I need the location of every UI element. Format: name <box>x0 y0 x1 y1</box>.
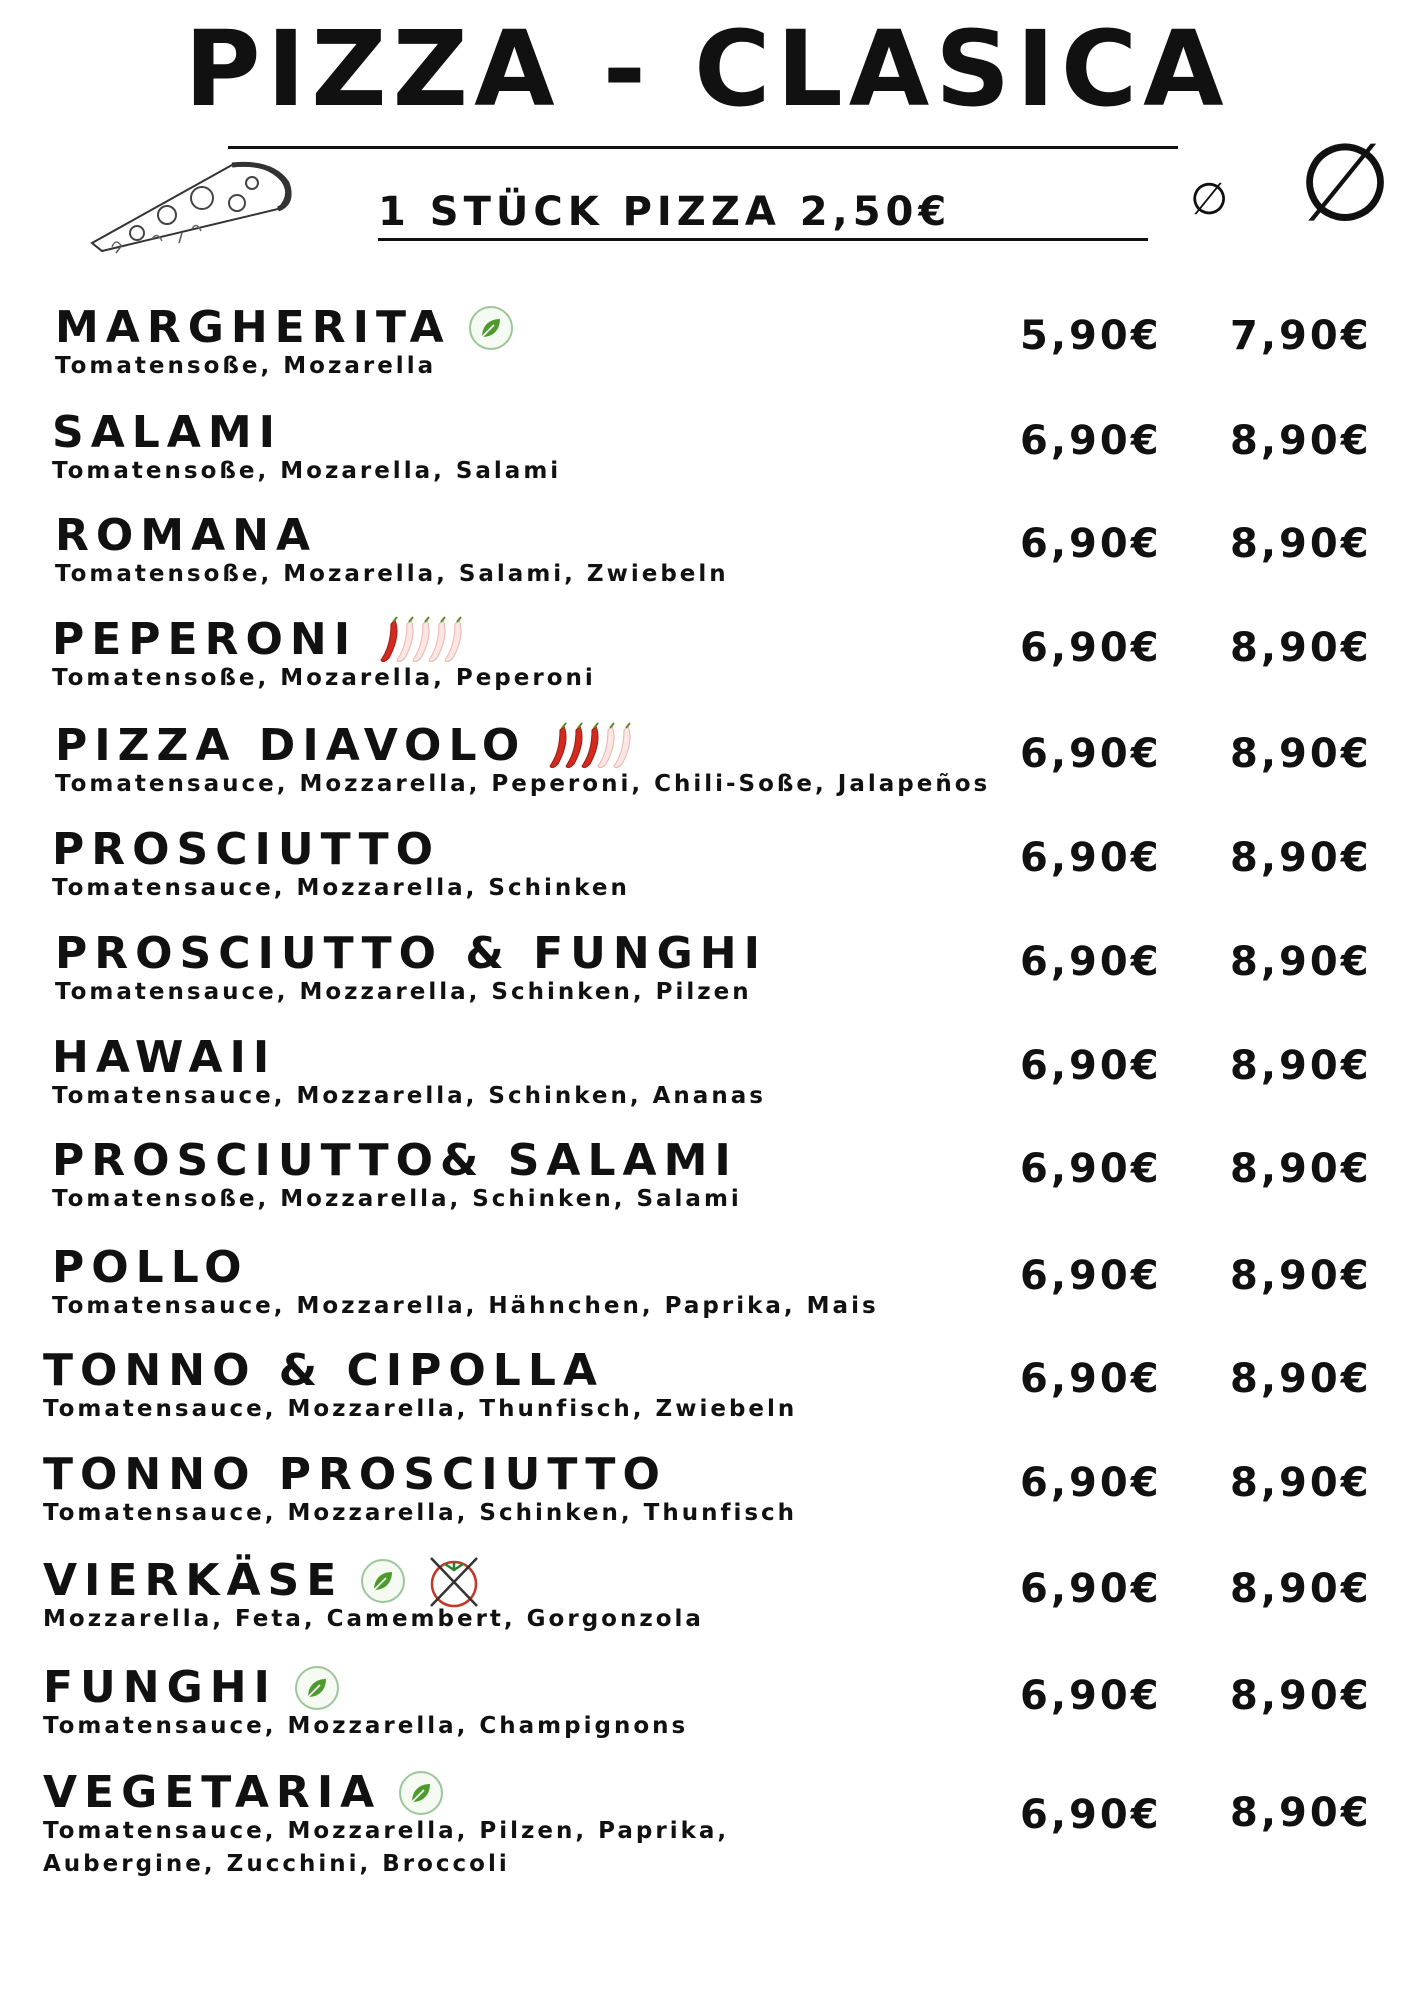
item-name-text: PROSCIUTTO& SALAMI <box>52 1135 738 1186</box>
price-small: 5,90€ <box>1020 313 1162 359</box>
item-name <box>43 1765 443 1821</box>
item-name-text: PROSCIUTTO & FUNGHI <box>55 928 767 979</box>
item-name <box>55 926 767 982</box>
menu-item <box>0 1660 1414 1760</box>
price-large: 8,90€ <box>1230 418 1372 464</box>
price-large: 8,90€ <box>1230 1790 1372 1836</box>
item-description: Mozzarella, Feta, Camembert, Gorgonzola <box>43 1606 704 1632</box>
price-large: 8,90€ <box>1230 1146 1372 1192</box>
item-description: Tomatensoße, Mozarella, Peperoni <box>52 665 596 691</box>
menu-item <box>0 1553 1414 1653</box>
page-title: PIZZA - CLASICA <box>184 8 1230 130</box>
price-small: 6,90€ <box>1020 1043 1162 1089</box>
item-name <box>43 1343 604 1399</box>
item-name <box>43 1447 667 1503</box>
slice-price-offer: 1 STÜCK PIZZA 2,50€ <box>378 188 1148 241</box>
menu-item <box>0 1030 1414 1130</box>
item-name <box>55 508 317 564</box>
item-name-text: TONNO & CIPOLLA <box>43 1345 604 1396</box>
menu-item <box>0 1133 1414 1233</box>
menu-item <box>0 718 1414 818</box>
price-small: 6,90€ <box>1020 1146 1162 1192</box>
item-name-text: FUNGHI <box>43 1662 277 1713</box>
item-description: Tomatensoße, Mozarella <box>55 353 437 379</box>
item-description: Tomatensauce, Mozzarella, Champignons <box>43 1713 689 1739</box>
menu-item <box>0 405 1414 505</box>
menu-item <box>0 300 1414 400</box>
price-large: 8,90€ <box>1230 731 1372 777</box>
price-large: 8,90€ <box>1230 521 1372 567</box>
price-large: 8,90€ <box>1230 835 1372 881</box>
vegetarian-icon <box>469 306 513 350</box>
item-description: Tomatensauce, Mozzarella, Schinken, Ananas <box>52 1083 766 1109</box>
price-small: 6,90€ <box>1020 1253 1162 1299</box>
vegetarian-icon <box>361 1559 405 1603</box>
menu-item <box>0 1240 1414 1340</box>
menu-item <box>0 612 1414 712</box>
item-name-text: HAWAII <box>52 1032 277 1083</box>
vegetarian-icon <box>295 1666 339 1710</box>
item-name-text: TONNO PROSCIUTTO <box>43 1449 667 1500</box>
item-name <box>55 300 513 356</box>
item-description: Tomatensauce, Mozzarella, Thunfisch, Zwiebeln <box>43 1396 798 1422</box>
item-description: Tomatensoße, Mozzarella, Schinken, Salami <box>52 1186 742 1212</box>
item-name-text: PROSCIUTTO <box>52 824 441 875</box>
menu-item <box>0 822 1414 922</box>
price-large: 8,90€ <box>1230 1253 1372 1299</box>
item-name <box>52 1240 249 1296</box>
chili-icon <box>544 720 636 772</box>
item-description: Tomatensauce, Mozzarella, Hähnchen, Paprika, Mais <box>52 1293 879 1319</box>
price-large: 8,90€ <box>1230 1460 1372 1506</box>
price-small: 6,90€ <box>1020 835 1162 881</box>
menu-item <box>0 1765 1414 1877</box>
diameter-small-icon: ∅ <box>1190 174 1229 225</box>
price-small: 6,90€ <box>1020 731 1162 777</box>
item-description: Tomatensoße, Mozarella, Salami <box>52 458 562 484</box>
diameter-large-icon: ∅ <box>1298 121 1393 246</box>
item-name-text: SALAMI <box>52 407 282 458</box>
menu-item <box>0 1447 1414 1547</box>
price-small: 6,90€ <box>1020 1460 1162 1506</box>
item-name <box>43 1660 339 1716</box>
item-name-text: VEGETARIA <box>43 1767 382 1818</box>
item-name <box>55 718 636 774</box>
price-large: 8,90€ <box>1230 1043 1372 1089</box>
menu-item <box>0 926 1414 1026</box>
menu-item <box>0 1343 1414 1443</box>
item-name <box>43 1553 485 1609</box>
price-small: 6,90€ <box>1020 521 1162 567</box>
item-name <box>52 1133 738 1189</box>
price-small: 6,90€ <box>1020 1356 1162 1402</box>
vegetarian-icon <box>399 1771 443 1815</box>
price-large: 8,90€ <box>1230 625 1372 671</box>
item-name <box>52 1030 276 1086</box>
price-small: 6,90€ <box>1020 418 1162 464</box>
item-name <box>52 405 282 461</box>
price-large: 8,90€ <box>1230 1566 1372 1612</box>
price-large: 8,90€ <box>1230 939 1372 985</box>
item-name-text: VIERKÄSE <box>43 1555 344 1606</box>
price-small: 6,90€ <box>1020 1792 1162 1838</box>
price-small: 6,90€ <box>1020 1566 1162 1612</box>
item-description: Tomatensauce, Mozzarella, Pilzen, Paprika, Aubergine, Zucchini, Broccoli <box>43 1818 730 1877</box>
item-description: Tomatensauce, Mozzarella, Peperoni, Chili-Soße, Jalapeños <box>55 771 991 797</box>
item-name <box>52 612 467 668</box>
chili-icon <box>375 614 467 666</box>
item-description: Tomatensauce, Mozzarella, Schinken <box>52 875 630 901</box>
item-name <box>52 822 440 878</box>
price-large: 8,90€ <box>1230 1673 1372 1719</box>
price-small: 6,90€ <box>1020 1673 1162 1719</box>
item-name-text: PIZZA DIAVOLO <box>55 720 527 771</box>
price-large: 7,90€ <box>1230 313 1372 359</box>
item-name-text: MARGHERITA <box>55 302 451 353</box>
item-name-text: PEPERONI <box>52 614 358 665</box>
price-large: 8,90€ <box>1230 1356 1372 1402</box>
item-name-text: POLLO <box>52 1242 249 1293</box>
menu-item <box>0 508 1414 608</box>
item-description: Tomatensauce, Mozzarella, Schinken, Thunfisch <box>43 1500 798 1526</box>
price-small: 6,90€ <box>1020 625 1162 671</box>
item-description: Tomatensauce, Mozzarella, Schinken, Pilzen <box>55 979 752 1005</box>
item-name-text: ROMANA <box>55 510 317 561</box>
item-description: Tomatensoße, Mozarella, Salami, Zwiebeln <box>55 561 729 587</box>
price-small: 6,90€ <box>1020 939 1162 985</box>
